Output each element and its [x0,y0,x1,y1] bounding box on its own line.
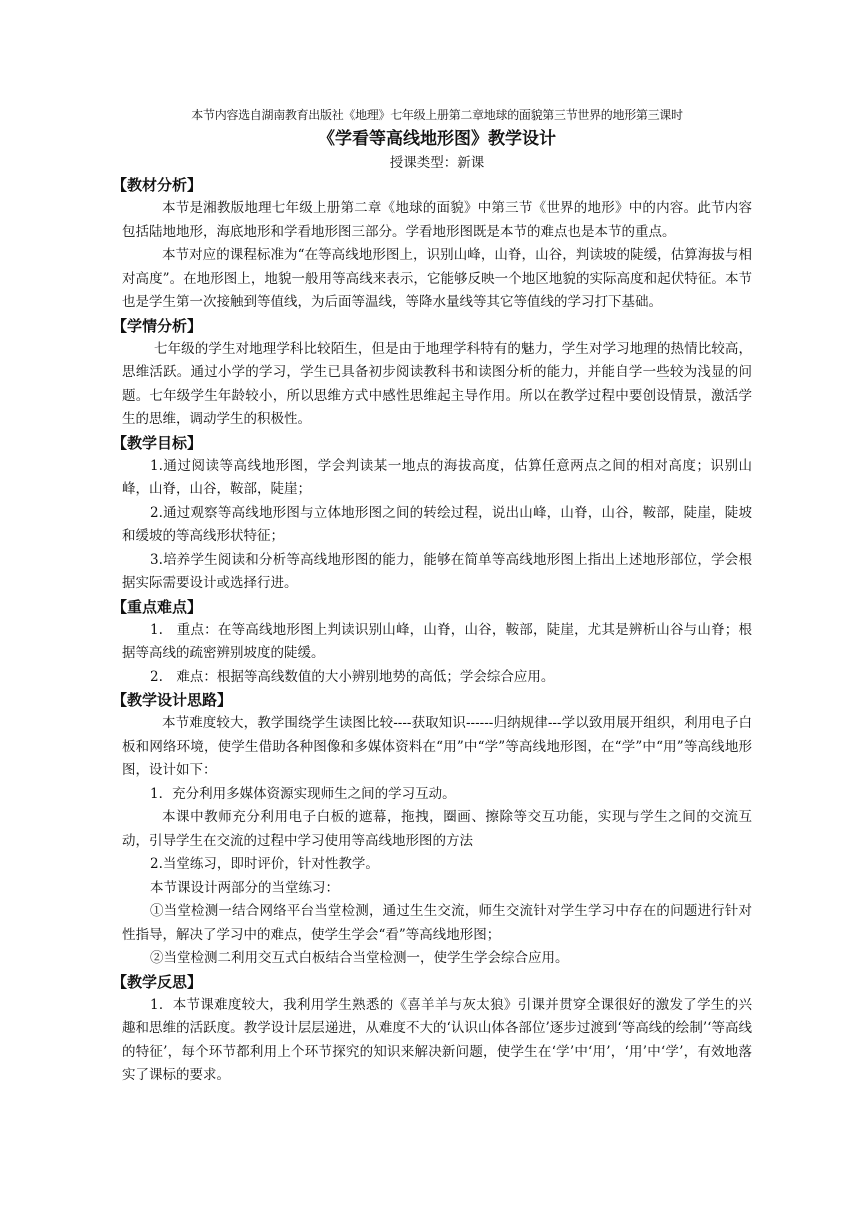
paragraph: 本课中教师充分利用电子白板的遮幕，拖拽，圈画、擦除等交互功能，实现与学生之间的交流互动，引导学生在交流的过程中学习使用等高线地形图的方法 [122,809,752,849]
document-title: 《学看等高线地形图》教学设计 [318,129,556,149]
paragraph: 本节课设计两部分的当堂练习： [150,879,339,896]
list-item: 2. 难点：根据等高线数值的大小辨别地势的高低；学会综合应用。 [150,668,555,685]
document-body [112,104,752,1088]
paragraph: 1．充分利用多媒体资源实现师生之间的学习互动。 [150,785,456,802]
section-heading-students: 【学情分析】 [112,316,203,335]
paragraph: ①当堂检测一结合网络平台当堂检测，通过生生交流，师生交流针对学生学习中存在的问题进行针对性指导，解决了学习中的难点，使学生学会“看”等高线地形图； [122,903,752,943]
paragraph: ②当堂检测二利用交互式白板结合当堂检测一，使学生学会综合应用。 [150,950,569,966]
section-heading-goals: 【教学目标】 [112,433,203,452]
paragraph: 本节对应的课程标准为“在等高线地形图上，识别山峰，山脊，山谷，判读坡的陡缓，估算海拔与相对高度”。在地形图上，地貌一般用等高线来表示，它能够反映一个地区地貌的实际高度和起伏特征。本节也是学生第一次接触到等值线，为后面等温线，等降水量线等其它等值线的学习打下基础。 [122,247,752,310]
section-heading-design: 【教学设计思路】 [112,691,233,709]
list-item: 1.通过阅读等高线地形图，学会判读某一地点的海拔高度，估算任意两点之间的相对高度；识别山峰，山脊，山谷，鞍部，陡崖； [122,457,752,497]
list-item: 2.通过观察等高线地形图与立体地形图之间的转绘过程，说出山峰，山脊，山谷，鞍部，陡崖，陡坡和缓坡的等高线形状特征； [122,504,752,544]
section-heading-textbook: 【教材分析】 [112,176,203,194]
source-note: 本节内容选自湖南教育出版社《地理》七年级上册第二章地球的面貌第三节世界的地形第三课时 [191,108,683,122]
paragraph: 七年级的学生对地理学科比较陌生，但是由于地理学科特有的魅力，学生对学习地理的热情比较高，思维活跃。通过小学的学习，学生已具备初步阅读教科书和读图分析的能力，并能自学一些较为浅显的问题。七年级学生年龄较小，所以思维方式中感性思维起主导作用。所以在教学过程中要创设情景，激活学生的思维，调动学生的积极性。 [122,340,752,427]
paragraph: 本节难度较大，教学围绕学生读图比较----获取知识------归纳规律---学以致用展开组织，利用电子白板和网络环境，使学生借助各种图像和多媒体资料在“用”中“学”等高线地形图，在“学”中“用”等高线地形图，设计如下： [122,715,752,778]
list-item: 1. 重点：在等高线地形图上判读识别山峰，山脊，山谷，鞍部，陡崖，尤其是辨析山谷与山脊；根据等高线的疏密辨别坡度的陡缓。 [122,621,752,661]
paragraph: 2.当堂练习，即时评价，针对性教学。 [150,856,379,872]
lesson-type: 授课类型：新课 [389,155,485,171]
paragraph: 本节是湘教版地理七年级上册第二章《地球的面貌》中第三节《世界的地形》中的内容。此节内容包括陆地地形，海底地形和学看地形图三部分。学看地形图既是本节的难点也是本节的重点。 [122,200,752,240]
section-heading-keypoints: 【重点难点】 [112,597,203,616]
paragraph: 1．本节课难度较大，我利用学生熟悉的《喜羊羊与灰太狼》引课并贯穿全课很好的激发了学生的兴趣和思维的活跃度。教学设计层层递进，从难度不大的‘认识山体各部位’逐步过渡到‘等高线的绘制’‘等高线的特征’，每个环节都利用上个环节探究的知识来解决新问题，使学生在‘学’中‘用’，‘用’中‘学’，有效地落实了课标的要求。 [122,996,752,1083]
section-heading-reflection: 【教学反思】 [112,972,203,991]
list-item: 3.培养学生阅读和分析等高线地形图的能力，能够在简单等高线地形图上指出上述地形部位，学会根据实际需要设计或选择行进。 [122,551,752,591]
